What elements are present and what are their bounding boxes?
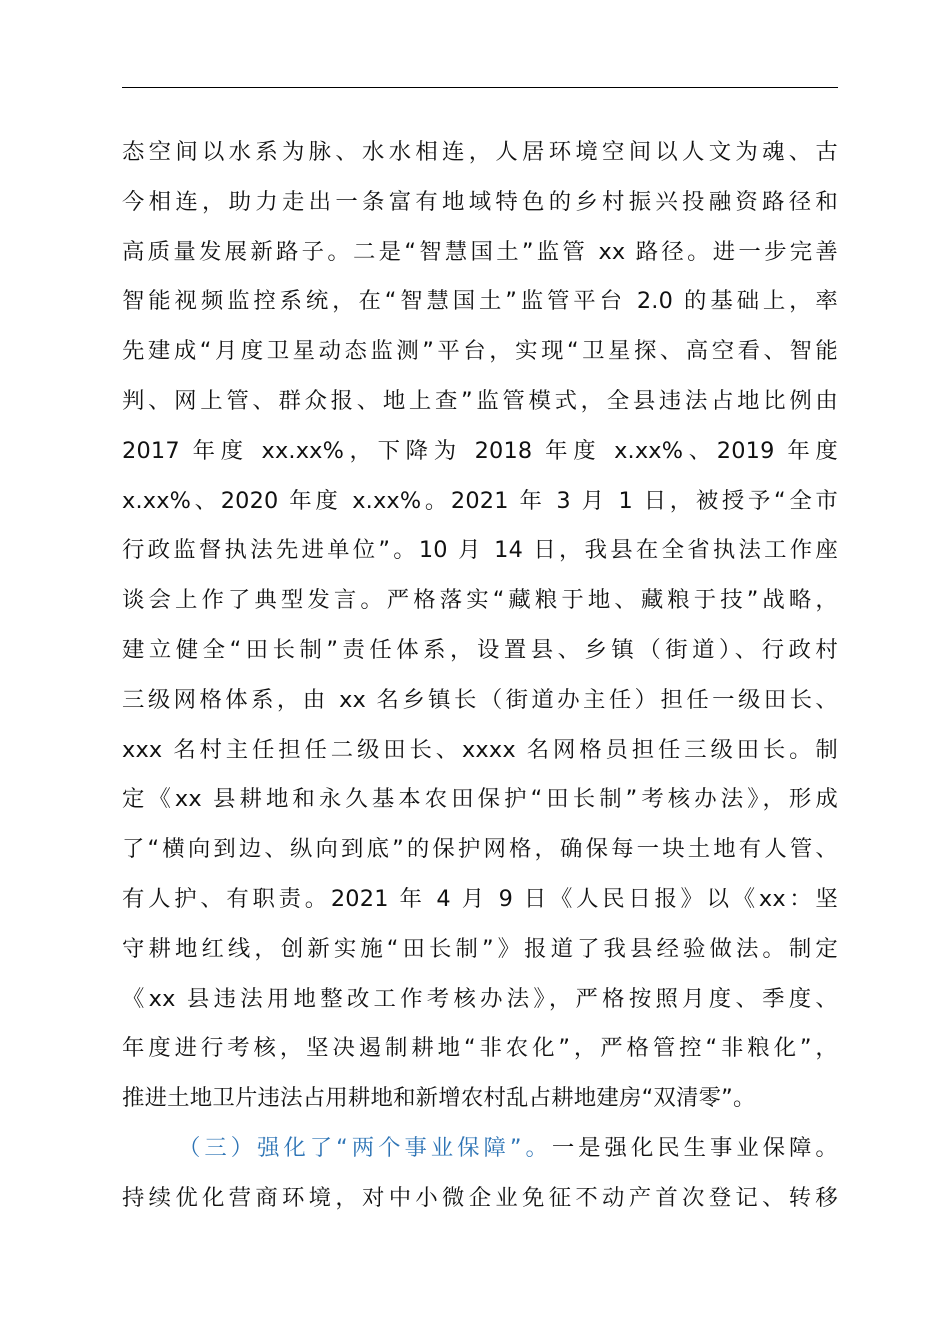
- text-line: x.xx%、2020 年度 x.xx%。2021 年 3 月 1 日，被授予“全市: [122, 487, 838, 514]
- text-line: 有人护、有职责。2021 年 4 月 9 日《人民日报》以《xx：坚: [122, 885, 838, 912]
- text-line: 高质量发展新路子。二是“智慧国土”监管 xx 路径。进一步完善: [122, 238, 838, 265]
- text-line: 守耕地红线，创新实施“田长制”》报道了我县经验做法。制定: [122, 935, 838, 962]
- section-heading: （三）强化了“两个事业保障”。: [178, 1134, 552, 1161]
- section-heading-rest: 一是强化民生事业保障。: [551, 1134, 838, 1161]
- text-line: 持续优化营商环境，对中小微企业免征不动产首次登记、转移: [122, 1184, 838, 1211]
- body-text: [122, 128, 838, 1224]
- section-heading-line: [122, 1124, 838, 1174]
- text-line: 定《xx 县耕地和永久基本农田保护“田长制”考核办法》，形成: [122, 786, 838, 813]
- text-line: 先建成“月度卫星动态监测”平台，实现“卫星探、高空看、智能: [122, 338, 838, 365]
- text-line: 判、网上管、群众报、地上查”监管模式，全县违法占地比例由: [122, 387, 838, 414]
- text-line: 行政监督执法先进单位”。10 月 14 日，我县在全省执法工作座: [122, 537, 838, 564]
- text-line: xxx 名村主任担任二级田长、xxxx 名网格员担任三级田长。制: [122, 736, 838, 763]
- text-line: 了“横向到边、纵向到底”的保护网格，确保每一块土地有人管、: [122, 836, 838, 863]
- text-line: 年度进行考核，坚决遏制耕地“非农化”，严格管控“非粮化”，: [122, 1035, 838, 1062]
- text-line: 建立健全“田长制”责任体系，设置县、乡镇（街道）、行政村: [122, 636, 838, 663]
- text-line: 态空间以水系为脉、水水相连，人居环境空间以人文为魂、古: [122, 139, 838, 165]
- text-line: 推进土地卫片违法占用耕地和新增农村乱占耕地建房“双清零”。: [122, 1085, 756, 1112]
- header-rule: [122, 87, 838, 88]
- text-line: 三级网格体系，由 xx 名乡镇长（街道办主任）担任一级田长、: [122, 686, 838, 713]
- text-line: 《xx 县违法用地整改工作考核办法》，严格按照月度、季度、: [122, 985, 838, 1012]
- text-line: 今相连，助力走出一条富有地域特色的乡村振兴投融资路径和: [122, 188, 838, 215]
- text-line: 2017 年度 xx.xx%，下降为 2018 年度 x.xx%、2019 年度: [122, 437, 838, 464]
- text-line: 谈会上作了典型发言。严格落实“藏粮于地、藏粮于技”战略，: [122, 587, 838, 614]
- text-line: 智能视频监控系统，在“智慧国土”监管平台 2.0 的基础上，率: [122, 288, 838, 315]
